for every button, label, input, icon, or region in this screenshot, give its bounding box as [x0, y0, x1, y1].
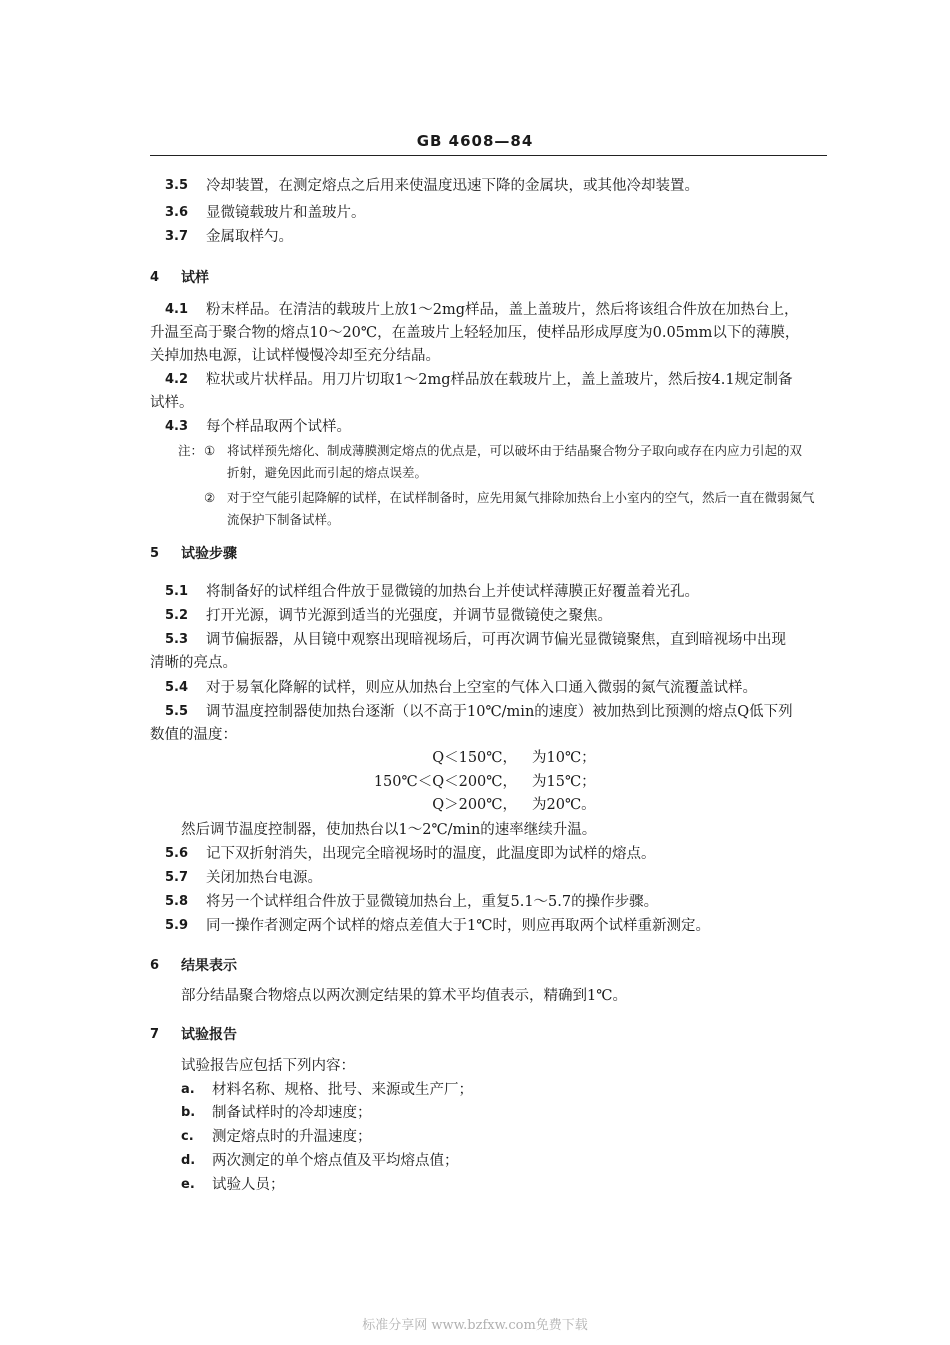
clause-number: 5.4 [165, 680, 189, 695]
formula-condition: Q＞200℃， [432, 797, 517, 813]
note-text: 对于空气能引起降解的试样，在试样制备时，应先用氮气排除加热台上小室内的空气，然后一直在微弱氮气 [227, 490, 815, 505]
standard-number: GB 4608—84 [416, 132, 534, 150]
clause-number: 5.9 [165, 918, 189, 933]
section-text: 部分结晶聚合物熔点以两次测定结果的算术平均值表示，精确到1℃。 [181, 988, 627, 1004]
list-marker: e. [181, 1177, 195, 1192]
formula-value: 为20℃。 [532, 797, 596, 813]
clause-number: 4.3 [165, 419, 189, 434]
clause-number: 5.6 [165, 846, 189, 861]
list-item: 材料名称、规格、批号、来源或生产厂； [212, 1082, 473, 1098]
list-item: 制备试样时的冷却速度； [212, 1105, 372, 1121]
clause-text: 关闭加热台电源。 [206, 870, 322, 886]
section-number: 7 [150, 1027, 160, 1042]
section-text: 试验报告应包括下列内容： [181, 1058, 355, 1074]
section-number: 5 [150, 546, 160, 561]
clause-number: 3.5 [165, 178, 189, 193]
clause-text: 金属取样勺。 [206, 229, 293, 245]
clause-text: 粉末样品。在清洁的载玻片上放1～2mg样品，盖上盖玻片，然后将该组合件放在加热台上， [206, 302, 799, 318]
note-marker: ② [204, 490, 216, 505]
clause-text: 将另一个试样组合件放于显微镜加热台上，重复5.1～5.7的操作步骤。 [206, 894, 659, 910]
section-title: 试验报告 [181, 1027, 237, 1043]
clause-number: 4.2 [165, 372, 189, 387]
clause-number: 5.1 [165, 584, 189, 599]
clause-text: 同一操作者测定两个试样的熔点差值大于1℃时，则应再取两个试样重新测定。 [206, 918, 710, 934]
clause-text: 试样。 [150, 395, 194, 411]
list-marker: a. [181, 1082, 195, 1097]
clause-number: 3.6 [165, 205, 189, 220]
clause-number: 5.5 [165, 704, 189, 719]
formula-condition: 150℃＜Q＜200℃， [373, 774, 517, 790]
clause-text: 调节温度控制器使加热台逐渐（以不高于10℃/min的速度）被加热到比预测的熔点Q低下列 [206, 704, 793, 720]
section-number: 4 [150, 270, 160, 285]
note-text: 流保护下制备试样。 [227, 512, 340, 527]
watermark: 标准分享网 www.bzfxw.com免费下载 [362, 1318, 588, 1333]
formula-value: 为10℃； [532, 750, 596, 766]
list-marker: d. [181, 1153, 196, 1168]
clause-text: 对于易氧化降解的试样，则应从加热台上空室的气体入口通入微弱的氮气流覆盖试样。 [206, 680, 757, 696]
section-number: 6 [150, 958, 160, 973]
clause-text: 关掉加热电源，让试样慢慢冷却至充分结晶。 [150, 348, 440, 364]
list-marker: c. [181, 1129, 194, 1144]
clause-text: 数值的温度： [150, 727, 237, 743]
clause-text: 记下双折射消失，出现完全暗视场时的温度，此温度即为试样的熔点。 [206, 846, 656, 862]
clause-text: 粒状或片状样品。用刀片切取1～2mg样品放在载玻片上，盖上盖玻片，然后按4.1规定制备 [206, 372, 793, 388]
section-title: 结果表示 [181, 958, 237, 974]
list-item: 测定熔点时的升温速度； [212, 1129, 372, 1145]
clause-text: 显微镜载玻片和盖玻片。 [206, 205, 366, 221]
clause-text: 打开光源，调节光源到适当的光强度，并调节显微镜使之聚焦。 [206, 608, 612, 624]
formula-value: 为15℃； [532, 774, 596, 790]
note-marker: ① [204, 443, 216, 458]
clause-number: 5.8 [165, 894, 189, 909]
header-rule [150, 155, 827, 156]
clause-number: 5.7 [165, 870, 189, 885]
list-marker: b. [181, 1105, 196, 1120]
clause-text: 然后调节温度控制器，使加热台以1～2℃/min的速率继续升温。 [181, 822, 597, 838]
clause-number: 5.3 [165, 632, 189, 647]
clause-number: 5.2 [165, 608, 189, 623]
list-item: 两次测定的单个熔点值及平均熔点值； [212, 1153, 459, 1169]
section-title: 试样 [181, 270, 209, 286]
clause-text: 调节偏振器，从目镜中观察出现暗视场后，可再次调节偏光显微镜聚焦，直到暗视场中出现 [206, 632, 786, 648]
clause-number: 3.7 [165, 229, 189, 244]
clause-number: 4.1 [165, 302, 189, 317]
section-title: 试验步骤 [181, 546, 237, 562]
clause-text: 清晰的亮点。 [150, 655, 237, 671]
clause-text: 每个样品取两个试样。 [206, 419, 351, 435]
note-text: 折射，避免因此而引起的熔点误差。 [227, 465, 428, 480]
clause-text: 将制备好的试样组合件放于显微镜的加热台上并使试样薄膜正好覆盖着光孔。 [206, 584, 699, 600]
clause-text: 冷却装置，在测定熔点之后用来使温度迅速下降的金属块，或其他冷却装置。 [206, 178, 699, 194]
clause-text: 升温至高于聚合物的熔点10～20℃，在盖玻片上轻轻加压，使样品形成厚度为0.05mm以下的薄膜， [150, 325, 800, 341]
formula-condition: Q＜150℃， [432, 750, 517, 766]
note-label: 注： [178, 443, 204, 458]
note-text: 将试样预先熔化、制成薄膜测定熔点的优点是，可以破坏由于结晶聚合物分子取向或存在内应力引起的双 [227, 443, 803, 458]
list-item: 试验人员； [212, 1177, 285, 1193]
